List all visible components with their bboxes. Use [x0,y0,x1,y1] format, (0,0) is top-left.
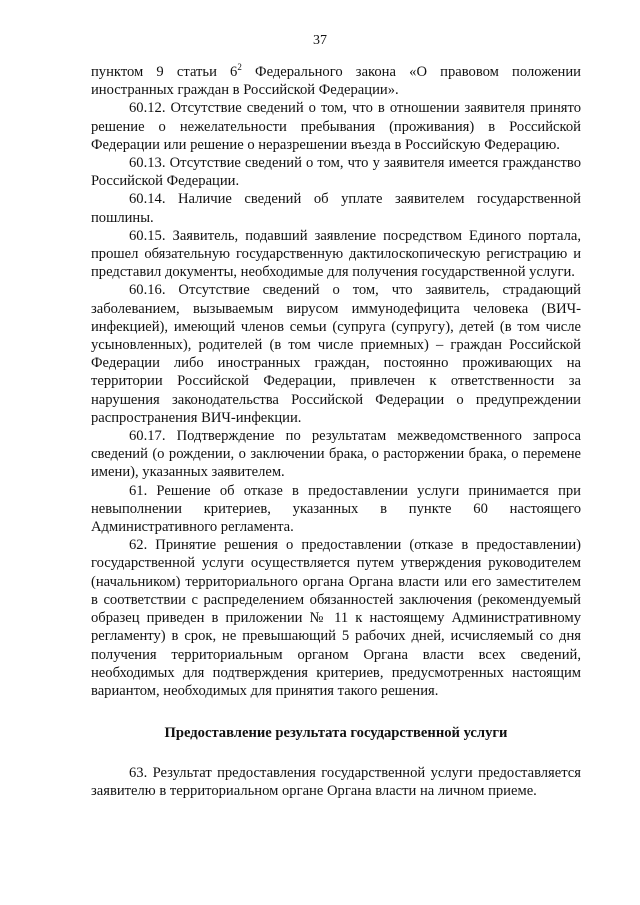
paragraph-60-12: 60.12. Отсутствие сведений о том, что в отношении заявителя принято решение о нежелательности пребывания (проживания) в Российской Федерации или решение о неразрешении въезда в Российскую Федерацию. [91,100,581,153]
paragraph-60-16: 60.16. Отсутствие сведений о том, что заявитель, страдающий заболеванием, вызываемым вирусом иммунодефицита человека (ВИЧ-инфекцией), имеющий членов семьи (супруга (супругу), детей (в том числе усыновленных), родителей (в том числе приемных) – граждан Российской Федерации либо иностранных граждан, постоянно проживающих на территории Российской Федерации, привлечен к ответственности за нарушения законодательства Российской Федерации о предупреждении распространения ВИЧ-инфекции. [91,282,581,426]
section-heading: Предоставление результата государственной услуги [164,725,508,742]
paragraph-63: 63. Результат предоставления государственной услуги предоставляется заявителю в территориальном органе Органа власти на личном приеме. [91,765,581,800]
paragraph-60-17: 60.17. Подтверждение по результатам межведомственного запроса сведений (о рождении, о заключении брака, о расторжении брака, о перемене имени), указанных заявителем. [91,428,581,481]
paragraph-text: пунктом 9 статьи 6 [91,64,238,80]
paragraph-60-13: 60.13. Отсутствие сведений о том, что у заявителя имеется гражданство Российской Федерации. [91,155,581,190]
paragraph-62: 62. Принятие решения о предоставлении (отказе в предоставлении) государственной услуги осуществляется путем утверждения руководителем (начальником) территориального органа Органа власти или его заместителем в соответствии с распределением обязанностей заключения (рекомендуемый образец приведен в приложении № 11 к настоящему Административному регламенту) в срок, не превышающий 5 рабочих дней, исчисляемый со дня получения территориальным органом Органа власти всех сведений, необходимых для подтверждения критериев, предусмотренных настоящим вариантом, необходимых для принятия такого решения. [91,537,581,699]
paragraph-61: 61. Решение об отказе в предоставлении услуги принимается при невыполнении критериев, указанных в пункте 60 настоящего Административного регламента. [91,482,581,536]
document-body [91,63,581,801]
paragraph-continuation [91,63,581,99]
page-number: 37 [313,33,327,48]
paragraph-60-14: 60.14. Наличие сведений об уплате заявителем государственной пошлины. [91,191,581,226]
paragraph-text: Федерального закона «О правовом положении иностранных граждан в Российской Федерации». [91,64,581,99]
superscript: 2 [237,62,242,72]
paragraph-60-15: 60.15. Заявитель, подавший заявление посредством Единого портала, прошел обязательную государственную дактилоскопическую регистрацию и представил документы, необходимые для получения государственной услуги. [91,227,581,281]
